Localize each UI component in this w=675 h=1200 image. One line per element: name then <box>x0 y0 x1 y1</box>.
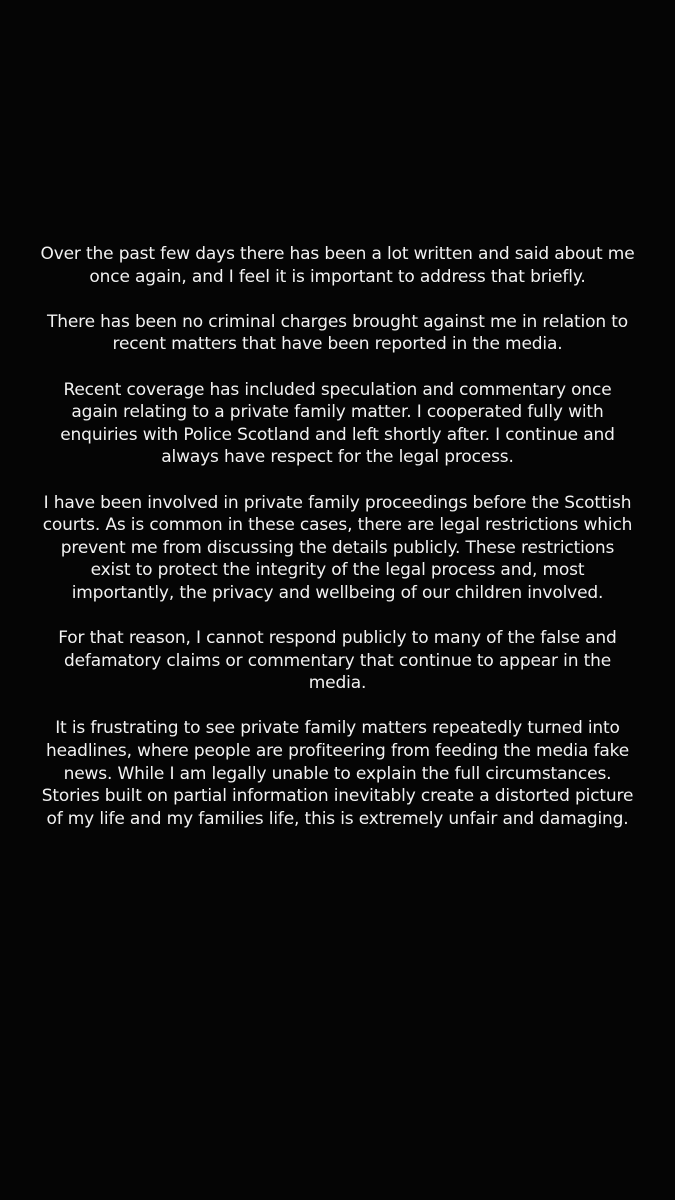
paragraph-cannot-respond: For that reason, I cannot respond publicly to many of the false and defamatory claims or commentary that continue to appear in the media. <box>58 628 617 694</box>
paragraph-coverage: Recent coverage has included speculation and commentary once again relating to a private family matter. I cooperated fully with enquiries with Police Scotland and left shortly after. I continue and always have respect for the legal process. <box>60 379 615 468</box>
paragraph-intro: Over the past few days there has been a lot written and said about me once again, and I feel it is important to address that briefly. <box>40 244 635 287</box>
paragraph-proceedings: I have been involved in private family proceedings before the Scottish courts. As is common in these cases, there are legal restrictions which prevent me from discussing the details publicly. These restrictions exist to protect the integrity of the legal process and, most importantly, the privacy and wellbeing of our children involved. <box>42 492 633 603</box>
statement-text <box>40 243 635 830</box>
paragraph-frustration: It is frustrating to see private family matters repeatedly turned into headlines, where people are profiteering from feeding the media fake news. While I am legally unable to explain the full circumstances. Stories built on partial information inevitably create a distorted picture of my life and my families life, this is extremely unfair and damaging. <box>41 718 634 829</box>
paragraph-no-charges: There has been no criminal charges brought against me in relation to recent matters that have been reported in the media. <box>46 311 629 355</box>
